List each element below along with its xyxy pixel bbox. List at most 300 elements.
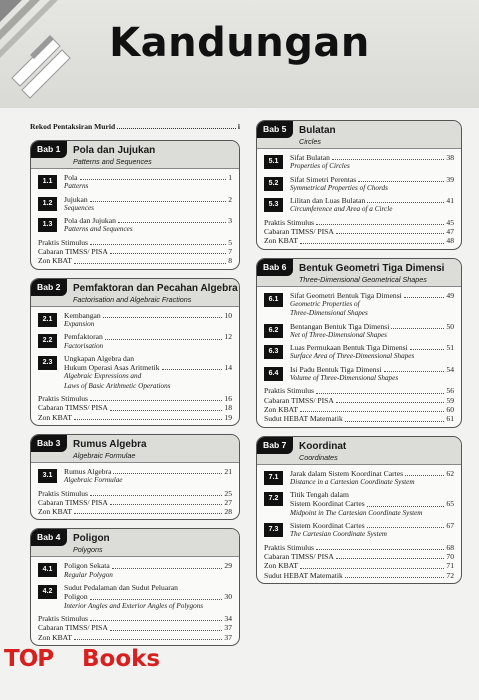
chapter-box (256, 258, 462, 428)
dot-leader (345, 414, 445, 421)
topic-number-badge: 7.1 (264, 471, 283, 485)
topic-text (290, 365, 454, 384)
extra-title: Praktis Stimulus (264, 542, 315, 552)
chapter-subtitle: Circles (299, 137, 321, 146)
chapter-title[interactable]: Bentuk Geometri Tiga Dimensi (299, 262, 445, 274)
topic-number-badge: 2.3 (38, 356, 57, 370)
topic-entry[interactable] (264, 291, 454, 319)
extra-title: Cabaran TIMSS/ PISA (38, 623, 108, 633)
chapter-number-tab: Bab 6 (257, 259, 293, 276)
topic-line (64, 467, 232, 476)
topic-line (64, 561, 232, 570)
chapter-subtitle: Polygons (73, 545, 103, 555)
extra-entry[interactable] (264, 386, 454, 395)
page-number: 25 (224, 488, 232, 498)
dot-leader (367, 499, 445, 506)
topic-text (64, 173, 232, 192)
extra-entry[interactable] (264, 543, 454, 552)
topic-entry[interactable] (38, 332, 232, 351)
page-number: 67 (446, 521, 454, 531)
chapter-number-tab: Bab 7 (257, 437, 293, 454)
chapter-number-tab: Bab 4 (31, 529, 67, 546)
chapter-title[interactable]: Poligon (73, 533, 110, 545)
extra-title: Praktis Stimulus (264, 386, 315, 396)
topic-title-en: Regular Polygon (64, 570, 113, 579)
topic-entry[interactable] (264, 196, 454, 215)
topic-title-en: Surface Area of Three-Dimensional Shapes (290, 352, 415, 361)
dot-leader (345, 571, 445, 578)
topic-line (290, 469, 454, 478)
dot-leader (367, 521, 445, 528)
dot-leader (110, 247, 226, 254)
chapter-extras (38, 394, 232, 422)
dot-leader (117, 122, 236, 129)
topic-line (64, 354, 232, 363)
toc-left-column (30, 120, 240, 654)
page-number: 3 (228, 216, 232, 226)
chapter-header (257, 121, 461, 149)
topic-title-en: Patterns and Sequences (64, 225, 133, 234)
dot-leader (74, 633, 222, 640)
chapter-subtitle: Patterns and Sequences (73, 157, 152, 166)
chapter-header (257, 259, 461, 287)
extra-title: Cabaran TIMSS/ PISA (38, 403, 108, 413)
topic-title-ms: Lilitan dan Luas Bulatan (290, 196, 366, 206)
extra-title: Cabaran TIMSS/ PISA (264, 395, 334, 405)
extra-title: Praktis Stimulus (38, 237, 89, 247)
topic-number-badge: 1.3 (38, 218, 57, 232)
extra-title: Zon KBAT (264, 404, 298, 414)
topic-text (64, 354, 232, 391)
extra-title: Sudut HEBAT Matematik (264, 570, 343, 580)
topic-number-badge: 2.1 (38, 313, 57, 327)
extra-entry[interactable] (38, 623, 232, 632)
dot-leader (300, 405, 444, 412)
topic-text (64, 216, 232, 235)
extra-entry[interactable] (38, 507, 232, 516)
chapter-number-tab: Bab 1 (31, 141, 67, 158)
topic-text (290, 343, 454, 362)
page-number: 60 (446, 404, 454, 414)
extra-title: Cabaran TIMSS/ PISA (264, 551, 334, 561)
extra-title: Sudut HEBAT Matematik (264, 414, 343, 424)
extra-entry[interactable] (264, 218, 454, 227)
page-number: 14 (224, 363, 232, 373)
chapter-titles (67, 279, 238, 306)
topic-title-en: Patterns (64, 182, 89, 191)
chapter-titles (67, 141, 155, 168)
page-number: 21 (224, 466, 232, 476)
page-number: 56 (446, 386, 454, 396)
dot-leader (300, 561, 444, 568)
page-number: 30 (224, 592, 232, 602)
page-number: 38 (446, 153, 454, 162)
chapter-box (256, 436, 462, 584)
dot-leader (90, 394, 222, 401)
dot-leader (74, 413, 222, 420)
chapter-body (31, 169, 239, 269)
dot-leader (316, 386, 444, 393)
topic-number-badge: 5.3 (264, 198, 283, 212)
page-number: 51 (446, 343, 454, 353)
topic-text (290, 521, 454, 540)
chapter-title[interactable]: Pola dan Jujukan (73, 145, 156, 156)
page-number: 47 (446, 227, 454, 237)
page-number: 65 (446, 499, 454, 509)
topic-title-en: Geometric Properties of (290, 299, 360, 308)
topic-entry[interactable] (38, 583, 232, 611)
topic-number-badge: 1.1 (38, 175, 57, 189)
page-number: 8 (228, 256, 232, 266)
topic-title-ms: Pola dan Jujukan (64, 216, 116, 226)
topic-line (64, 332, 232, 341)
topic-number-badge: 6.2 (264, 324, 283, 338)
extra-entry[interactable] (38, 633, 232, 642)
chapter-header (31, 279, 239, 307)
page-number: 62 (446, 468, 454, 478)
topic-text (290, 322, 454, 341)
chapter-box (30, 434, 240, 520)
topic-entry[interactable] (38, 216, 232, 235)
topic-entry[interactable] (38, 561, 232, 580)
dot-leader (105, 332, 223, 339)
topic-text (64, 583, 232, 611)
chapter-body (257, 465, 461, 583)
extra-entry[interactable] (264, 396, 454, 405)
topic-entry[interactable] (38, 467, 232, 486)
page-number: 48 (446, 236, 454, 246)
topic-entry[interactable] (264, 153, 454, 172)
dot-leader (74, 507, 222, 514)
extra-title: Praktis Stimulus (264, 217, 315, 227)
topic-entry[interactable] (38, 195, 232, 214)
topic-title-ms: Jujukan (64, 194, 88, 204)
topic-text (290, 469, 454, 488)
logo-text-books: Books (82, 646, 161, 672)
chapter-subtitle: Three-Dimensional Geometrical Shapes (299, 274, 427, 284)
topic-title-ms: Sudut Pedalaman dan Sudut Peluaran (64, 583, 178, 593)
extra-entry[interactable] (264, 561, 454, 570)
topic-title-ms: Sistem Koordinat Cartes (290, 521, 365, 531)
topic-line (290, 196, 454, 205)
extra-title: Praktis Stimulus (38, 488, 89, 498)
topic-entry[interactable] (264, 175, 454, 194)
page-number: 18 (224, 403, 232, 413)
extra-entry[interactable] (38, 247, 232, 256)
topic-title-ms: Sifat Simetri Perentas (290, 174, 357, 184)
chapter-subtitle: Coordinates (299, 452, 338, 462)
page-number: 59 (446, 395, 454, 405)
topic-line (64, 583, 232, 592)
chapter-extras (264, 543, 454, 580)
topic-number-badge: 1.2 (38, 197, 57, 211)
extra-entry[interactable] (264, 552, 454, 561)
extra-title: Zon KBAT (264, 561, 298, 571)
topic-line (64, 173, 232, 182)
topic-line (64, 592, 232, 601)
topic-number-badge: 2.2 (38, 334, 57, 348)
page-number: 2 (228, 194, 232, 204)
extra-entry[interactable] (38, 489, 232, 498)
dot-leader (90, 195, 227, 202)
topic-title-en: Midpoint in The Cartesian Coordinate System (290, 508, 423, 517)
page-number: 39 (446, 174, 454, 184)
extra-title: Zon KBAT (264, 236, 298, 246)
chapter-extras (38, 489, 232, 517)
dot-leader (90, 489, 222, 496)
topic-entry[interactable] (264, 365, 454, 384)
dot-leader (110, 403, 223, 410)
topic-entry[interactable] (264, 322, 454, 341)
logo-text-top: TOP (4, 646, 54, 672)
topic-line (290, 365, 454, 374)
extra-title: Zon KBAT (38, 412, 72, 422)
page-number: 49 (446, 290, 454, 300)
topic-number-badge: 3.1 (38, 469, 57, 483)
page-number: 7 (228, 247, 232, 257)
extra-entry[interactable] (264, 571, 454, 580)
page-number: 34 (224, 613, 232, 623)
topic-line (64, 311, 232, 320)
topic-title-ms: Hukum Operasi Asas Aritmetik (64, 363, 160, 373)
chapter-box (30, 140, 240, 270)
rekod-label: Rekod Pentaksiran Murid (30, 122, 116, 131)
chapter-subtitle: Factorisation and Algebraic Fractions (73, 294, 192, 304)
topic-entry[interactable] (264, 343, 454, 362)
chapter-titles (293, 259, 444, 286)
chapter-titles (293, 121, 336, 148)
topic-title-en: Laws of Basic Arithmetic Operations (64, 381, 171, 390)
topic-number-badge: 4.2 (38, 585, 57, 599)
dot-leader (113, 467, 222, 474)
dot-leader (391, 322, 444, 329)
dot-leader (384, 365, 445, 372)
page-number: 61 (446, 414, 454, 424)
topic-line (64, 216, 232, 225)
extra-entry[interactable] (264, 236, 454, 245)
topic-number-badge: 4.1 (38, 563, 57, 577)
dot-leader (336, 552, 445, 559)
dot-leader (332, 153, 445, 160)
toc-right-column (256, 120, 462, 592)
page-number: 37 (224, 623, 232, 633)
topic-title-ms: Poligon (64, 592, 88, 602)
dot-leader (80, 173, 227, 180)
dot-leader (316, 218, 444, 225)
topic-entry[interactable] (38, 354, 232, 391)
page-number: 12 (224, 332, 232, 342)
chapter-box (30, 528, 240, 645)
dot-leader (404, 291, 445, 298)
topic-text (290, 175, 454, 194)
chapter-body (31, 557, 239, 644)
chapter-title[interactable]: Pemfaktoran dan Pecahan Algebra (73, 282, 238, 294)
extra-entry[interactable] (38, 614, 232, 623)
dot-leader (336, 396, 445, 403)
topbooks-logo (0, 646, 200, 680)
extra-entry[interactable] (38, 413, 232, 422)
topic-text (290, 291, 454, 319)
topic-text (290, 153, 454, 172)
dot-leader (118, 216, 226, 223)
topic-title-en: Factorisation (64, 341, 104, 350)
dot-leader (405, 469, 444, 476)
chapter-number-tab: Bab 3 (31, 435, 67, 452)
topic-text (290, 490, 454, 518)
dot-leader (410, 343, 445, 350)
chapter-header (257, 437, 461, 465)
topic-line (290, 175, 454, 184)
chapter-extras (264, 218, 454, 246)
page-number: 5 (228, 237, 232, 247)
dot-leader (103, 311, 223, 318)
topic-line (290, 153, 454, 162)
chapter-titles (67, 435, 147, 462)
extra-title: Praktis Stimulus (38, 613, 89, 623)
page-title: Kandungan (109, 20, 370, 66)
extra-title: Praktis Stimulus (38, 394, 89, 404)
dot-leader (162, 363, 223, 370)
topic-number-badge: 6.3 (264, 345, 283, 359)
topic-line (290, 343, 454, 352)
topic-title-ms: Ungkapan Algebra dan (64, 353, 135, 363)
extra-entry[interactable] (38, 238, 232, 247)
dot-leader (336, 227, 445, 234)
topic-text (64, 311, 232, 330)
chapter-body (31, 307, 239, 425)
topic-entry[interactable] (264, 490, 454, 518)
topic-entry[interactable] (264, 521, 454, 540)
page-number: 41 (446, 196, 454, 206)
topic-text (64, 561, 232, 580)
chapter-body (31, 463, 239, 519)
chapter-extras (264, 386, 454, 423)
topic-title-en: Interior Angles and Exterior Angles of Polygons (64, 601, 204, 610)
topic-title-en: Expansion (64, 319, 95, 328)
page-number: 27 (224, 497, 232, 507)
chapter-extras (38, 614, 232, 642)
extra-entry[interactable] (38, 498, 232, 507)
topic-title-en: Properties of Circles (290, 162, 350, 171)
chapter-titles (293, 437, 346, 464)
chapter-body (257, 149, 461, 249)
topic-title-ms: Isi Padu Bentuk Tiga Dimensi (290, 364, 382, 374)
extra-entry[interactable] (264, 405, 454, 414)
topic-number-badge: 5.2 (264, 177, 283, 191)
topic-line (290, 322, 454, 331)
chapter-body (257, 287, 461, 427)
header-banner (0, 0, 479, 108)
topic-number-badge: 7.2 (264, 492, 283, 506)
topic-title-en: Distance in a Cartesian Coordinate System (290, 477, 415, 486)
dot-leader (112, 561, 223, 568)
topic-title-en: Three-Dimensional Shapes (290, 309, 368, 318)
topic-title-en: Symmetrical Properties of Chords (290, 183, 388, 192)
extra-title: Zon KBAT (38, 507, 72, 517)
topic-title-ms: Luas Permukaan Bentuk Tiga Dimensi (290, 343, 408, 353)
topic-line (290, 490, 454, 499)
page-number: 68 (446, 542, 454, 552)
page-number: 54 (446, 364, 454, 374)
chapter-subtitle: Algebraic Formulae (73, 450, 136, 460)
topic-text (64, 195, 232, 214)
topic-title-ms: Titik Tengah dalam (290, 490, 349, 500)
dot-leader (90, 238, 226, 245)
topic-title-en: Circumference and Area of a Circle (290, 205, 393, 214)
chapter-box (256, 120, 462, 250)
extra-entry[interactable] (38, 256, 232, 265)
topic-entry[interactable] (38, 173, 232, 192)
extra-entry[interactable] (264, 414, 454, 423)
extra-entry[interactable] (264, 227, 454, 236)
chapter-titles (67, 529, 110, 556)
page-number: 72 (446, 570, 454, 580)
extra-title: Cabaran TIMSS/ PISA (38, 497, 108, 507)
extra-title: Cabaran TIMSS/ PISA (264, 227, 334, 237)
dot-leader (110, 498, 223, 505)
extra-title: Cabaran TIMSS/ PISA (38, 247, 108, 257)
topic-title-ms: Rumus Algebra (64, 466, 112, 476)
chapter-box (30, 278, 240, 426)
page-number: 28 (224, 507, 232, 517)
topic-line (64, 195, 232, 204)
topic-line (290, 499, 454, 508)
chapter-number-tab: Bab 5 (257, 121, 293, 138)
rekod-entry[interactable] (30, 122, 240, 131)
topic-line (290, 291, 454, 300)
page-number: 71 (446, 561, 454, 571)
extra-title: Zon KBAT (38, 256, 72, 266)
topic-title-en: Volume of Three-Dimensional Shapes (290, 374, 399, 383)
topic-number-badge: 7.3 (264, 523, 283, 537)
dot-leader (110, 623, 223, 630)
chapter-title[interactable]: Koordinat (299, 440, 347, 452)
topic-text (64, 467, 232, 486)
topic-entry[interactable] (264, 469, 454, 488)
dot-leader (367, 196, 444, 203)
chapter-header (31, 529, 239, 557)
topic-title-ms: Jarak dalam Sistem Koordinat Cartes (290, 468, 404, 478)
topic-line (290, 521, 454, 530)
page-number: 37 (224, 632, 232, 642)
chapter-extras (38, 238, 232, 266)
topic-line (64, 363, 232, 372)
chapter-title[interactable]: Bulatan (299, 125, 336, 136)
dot-leader (90, 592, 223, 599)
dot-leader (90, 614, 222, 621)
topic-title-ms: Poligon Sekata (64, 561, 110, 571)
topic-title-en: Algebraic Formulae (64, 476, 123, 485)
page-number: 45 (446, 217, 454, 227)
extra-title: Zon KBAT (38, 632, 72, 642)
topic-entry[interactable] (38, 311, 232, 330)
chapter-title[interactable]: Rumus Algebra (73, 438, 147, 450)
page-number: 29 (224, 561, 232, 571)
extra-entry[interactable] (38, 403, 232, 412)
extra-entry[interactable] (38, 394, 232, 403)
dot-leader (74, 256, 226, 263)
topic-title-ms: Sifat Geometri Bentuk Tiga Dimensi (290, 290, 402, 300)
dot-leader (358, 175, 444, 182)
topic-title-en: Sequences (64, 203, 94, 212)
topic-number-badge: 5.1 (264, 155, 283, 169)
page-number: 19 (224, 412, 232, 422)
chapter-number-tab: Bab 2 (31, 279, 67, 296)
dot-leader (300, 236, 444, 243)
topic-title-ms: Sistem Koordinat Cartes (290, 499, 365, 509)
topic-number-badge: 6.4 (264, 367, 283, 381)
page-number: 50 (446, 321, 454, 331)
